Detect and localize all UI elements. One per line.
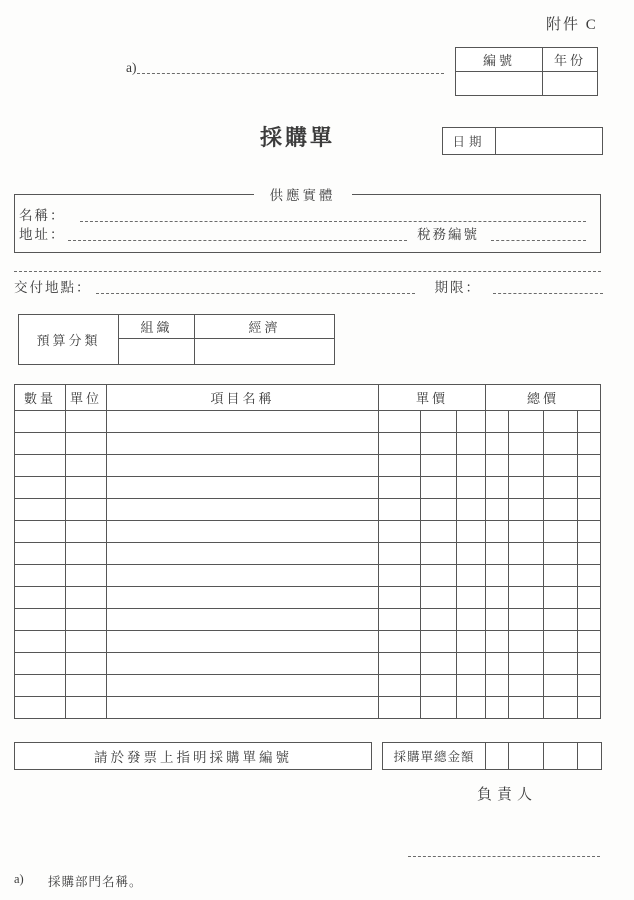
unit-price-cell [421,455,457,477]
total-price-cell [509,587,544,609]
total-price-header: 總價 [486,385,601,411]
unit-header: 單位 [66,385,107,411]
invoice-note-box: 請於發票上指明採購單編號 [14,742,372,770]
unit-price-cell [421,521,457,543]
unit-cell [66,477,107,499]
item-name-cell [107,521,379,543]
total-price-cell [544,521,578,543]
quantity-cell [15,609,66,631]
items-row [15,499,601,521]
total-price-cell [509,697,544,719]
unit-price-header: 單價 [379,385,486,411]
unit-price-cell [379,697,421,719]
item-name-cell [107,433,379,455]
unit-cell [66,697,107,719]
unit-cell [66,565,107,587]
items-row [15,697,601,719]
budget-org-cell [119,339,195,365]
items-row [15,477,601,499]
unit-cell [66,653,107,675]
unit-price-cell [379,587,421,609]
total-price-cell [544,477,578,499]
ref-number-cell [456,72,543,96]
quantity-cell [15,675,66,697]
unit-price-cell [457,455,486,477]
total-price-cell [578,433,601,455]
total-price-cell [578,499,601,521]
tax-id-blank [491,240,586,241]
total-amount-box [382,742,602,770]
ref-number-header: 編號 [456,48,543,72]
total-price-cell [578,565,601,587]
supplier-address-row [19,227,586,244]
unit-price-cell [379,477,421,499]
total-price-cell [544,675,578,697]
total-price-cell [578,455,601,477]
total-price-cell [544,543,578,565]
total-price-cell [578,411,601,433]
total-price-cell [544,697,578,719]
supplier-fieldset [14,184,601,253]
items-row [15,609,601,631]
unit-price-cell [421,499,457,521]
responsible-person-label: 負責人 [477,787,538,803]
unit-cell [66,587,107,609]
department-name-line [126,60,444,77]
unit-price-cell [457,499,486,521]
item-name-cell [107,499,379,521]
quantity-cell [15,411,66,433]
item-name-cell [107,411,379,433]
date-label: 日期 [443,128,496,154]
unit-price-cell [421,587,457,609]
total-price-cell [486,631,509,653]
total-price-cell [544,587,578,609]
quantity-cell [15,433,66,455]
footnote-text: 採購部門名稱。 [48,875,143,889]
unit-price-cell [421,631,457,653]
items-row [15,675,601,697]
total-amount-cell [578,743,601,769]
total-price-cell [578,653,601,675]
unit-price-cell [457,609,486,631]
item-name-cell [107,675,379,697]
unit-price-cell [457,411,486,433]
delivery-location-blank [96,293,415,294]
total-price-cell [486,587,509,609]
delivery-row [14,280,603,297]
items-row [15,433,601,455]
total-amount-cell [544,743,578,769]
unit-price-cell [421,543,457,565]
tax-id-label: 稅務編號 [417,226,479,242]
unit-price-cell [421,565,457,587]
item-name-cell [107,609,379,631]
total-price-cell [509,609,544,631]
item-name-cell [107,543,379,565]
unit-price-cell [421,477,457,499]
budget-org-header: 組織 [119,315,195,339]
item-name-cell [107,631,379,653]
item-name-cell [107,565,379,587]
page-title: 採購單 [260,125,336,150]
ref-year-cell [543,72,598,96]
unit-price-cell [379,521,421,543]
unit-price-cell [421,697,457,719]
quantity-cell [15,521,66,543]
item-name-header: 項目名稱 [107,385,379,411]
unit-price-cell [379,631,421,653]
total-price-cell [544,609,578,631]
supplier-address-blank [68,240,408,241]
total-price-cell [486,675,509,697]
unit-price-cell [457,477,486,499]
total-price-cell [578,521,601,543]
unit-price-cell [421,675,457,697]
total-price-cell [509,499,544,521]
quantity-cell [15,499,66,521]
supplier-address-label: 地址： [19,226,66,242]
unit-price-cell [379,455,421,477]
signature-line [408,856,600,857]
total-amount-label: 採購單總金額 [383,743,486,769]
total-price-cell [486,455,509,477]
item-name-cell [107,477,379,499]
unit-price-cell [379,411,421,433]
item-name-cell [107,455,379,477]
total-price-cell [486,521,509,543]
quantity-header: 數量 [15,385,66,411]
unit-price-cell [457,565,486,587]
items-row [15,565,601,587]
unit-price-cell [457,653,486,675]
total-amount-cell [486,743,509,769]
total-price-cell [578,587,601,609]
budget-eco-cell [195,339,335,365]
total-price-cell [486,543,509,565]
delivery-location-label: 交付地點： [14,280,92,295]
budget-classification-label: 預算分類 [19,315,119,365]
total-price-cell [486,499,509,521]
total-price-cell [486,565,509,587]
total-price-cell [509,675,544,697]
total-price-cell [578,543,601,565]
total-price-cell [486,433,509,455]
unit-cell [66,543,107,565]
items-row [15,411,601,433]
items-header-row [15,385,601,411]
supplier-legend: 供應實體 [269,188,336,203]
unit-price-cell [457,543,486,565]
quantity-cell [15,587,66,609]
item-name-cell [107,697,379,719]
footnote-ref: a) [14,872,24,886]
item-name-cell [107,653,379,675]
total-price-cell [578,631,601,653]
unit-cell [66,675,107,697]
total-price-cell [509,433,544,455]
total-price-cell [486,477,509,499]
total-price-cell [509,631,544,653]
deadline-blank [493,293,603,294]
unit-price-cell [457,675,486,697]
total-price-cell [578,609,601,631]
ref-number-table [455,47,598,96]
unit-price-cell [457,631,486,653]
total-amount-cell [509,743,544,769]
unit-price-cell [379,543,421,565]
total-price-cell [509,411,544,433]
department-name-blank [137,73,445,74]
quantity-cell [15,697,66,719]
unit-cell [66,609,107,631]
unit-price-cell [379,433,421,455]
budget-classification-table [18,314,335,365]
total-price-cell [509,653,544,675]
unit-price-cell [379,653,421,675]
quantity-cell [15,455,66,477]
separator-dashed-line [14,271,601,272]
date-box [442,127,603,155]
unit-cell [66,433,107,455]
unit-cell [66,631,107,653]
supplier-name-row [19,208,586,225]
items-row [15,543,601,565]
total-price-cell [509,455,544,477]
quantity-cell [15,477,66,499]
unit-price-cell [379,499,421,521]
budget-eco-header: 經濟 [195,315,335,339]
unit-price-cell [379,675,421,697]
total-price-cell [509,565,544,587]
unit-price-cell [421,411,457,433]
footnote [14,872,143,890]
total-price-cell [544,565,578,587]
total-price-cell [544,653,578,675]
deadline-label: 期限： [434,280,481,295]
total-price-cell [486,653,509,675]
items-row [15,631,601,653]
ref-year-header: 年份 [543,48,598,72]
total-price-cell [486,697,509,719]
unit-price-cell [457,587,486,609]
items-row [15,455,601,477]
items-row [15,521,601,543]
unit-price-cell [421,609,457,631]
attachment-label: 附件 C [546,17,598,33]
unit-price-cell [457,433,486,455]
quantity-cell [15,565,66,587]
total-price-cell [509,543,544,565]
total-price-cell [578,477,601,499]
supplier-name-blank [80,221,587,222]
total-price-cell [486,609,509,631]
unit-price-cell [457,521,486,543]
total-price-cell [578,675,601,697]
unit-price-cell [457,697,486,719]
unit-price-cell [379,565,421,587]
total-price-cell [578,697,601,719]
date-value-blank [496,128,602,154]
unit-cell [66,455,107,477]
unit-cell [66,499,107,521]
total-price-cell [486,411,509,433]
total-price-cell [544,411,578,433]
total-price-cell [509,521,544,543]
total-price-cell [509,477,544,499]
items-row [15,653,601,675]
unit-price-cell [421,653,457,675]
unit-cell [66,411,107,433]
total-price-cell [544,631,578,653]
unit-price-cell [379,609,421,631]
supplier-name-label: 名稱： [19,208,66,223]
quantity-cell [15,543,66,565]
unit-cell [66,521,107,543]
department-ref-marker: a) [126,60,137,75]
quantity-cell [15,653,66,675]
items-table [14,384,601,719]
total-price-cell [544,455,578,477]
unit-price-cell [421,433,457,455]
items-row [15,587,601,609]
total-price-cell [544,433,578,455]
quantity-cell [15,631,66,653]
total-price-cell [544,499,578,521]
item-name-cell [107,587,379,609]
